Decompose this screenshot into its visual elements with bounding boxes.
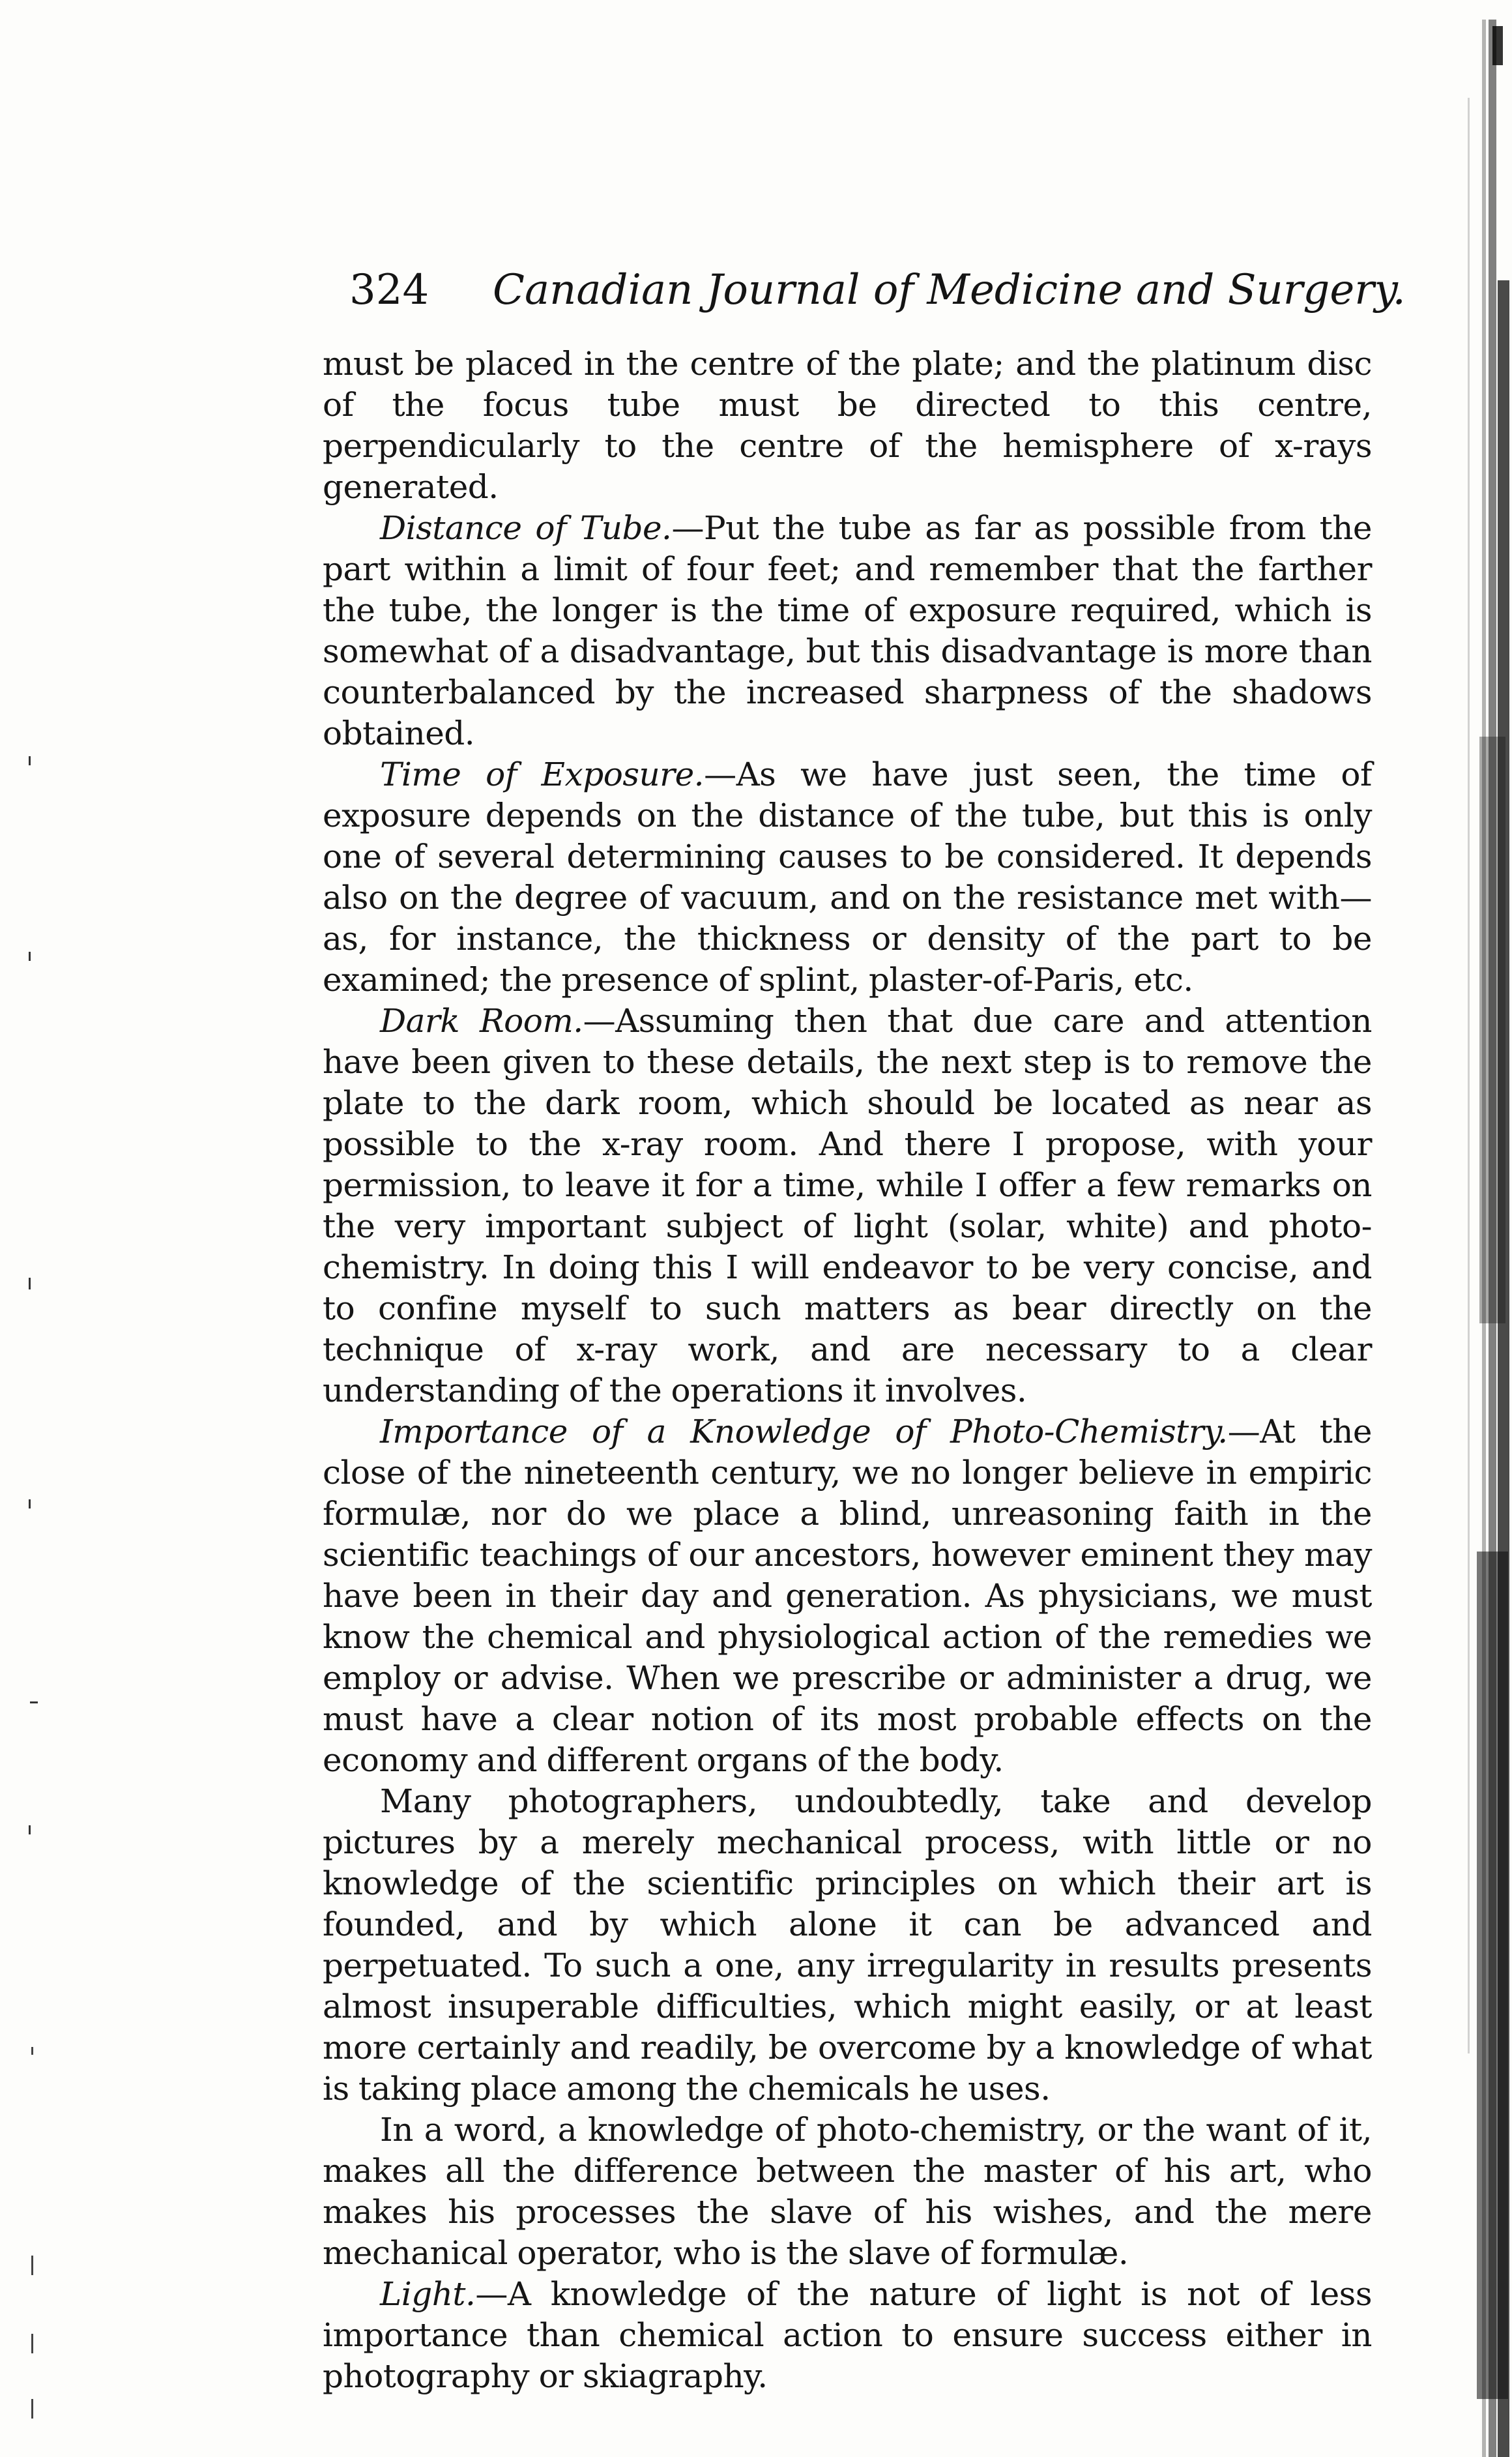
journal-title: Canadian Journal of Medicine and Surgery. xyxy=(493,266,1406,314)
paragraph-text: —At the close of the nineteenth century, we no longer believe in empiric formulæ, nor do we place a blind, unreasoning faith in the scientific teachings of our ancestors, however eminent they may have been in their day and generation. As physicians, we must know the chemical and physiological action of the remedies we employ or advise. When we prescribe or administer a drug, we must have a clear notion of its most probable effects on the economy and different organs of the body. xyxy=(323,1413,1372,1779)
paragraph xyxy=(323,2274,1372,2397)
scanned-binding-edge xyxy=(1460,20,1512,2457)
paragraph-text: —Assuming then that due care and attention have been given to these details, the next step is to remove the plate to the dark room, which should be located as near as possible to the x-ray room. And there I propose, with your permission, to leave it for a time, while I offer a few remarks on the very important subject of light (solar, white) and photo-chemistry. In doing this I will endeavor to be very concise, and to confine myself to such matters as bear directly on the technique of x-ray work, and are necessary to a clear understanding of the operations it involves. xyxy=(323,1002,1372,1409)
paragraph-text: —A knowledge of the nature of light is not of less importance than chemical action to ensure success either in photography or skiagraphy. xyxy=(323,2275,1372,2395)
paragraph-text: must be placed in the centre of the plate; and the platinum disc of the focus tube must be directed to this centre, perpendicularly to the centre of the hemisphere of x-rays generated. xyxy=(323,345,1372,506)
margin-scan-specks xyxy=(0,0,78,2457)
page-number: 324 xyxy=(349,266,429,314)
paragraph xyxy=(323,754,1372,1001)
paragraph-subheading: Importance of a Knowledge of Photo-Chemistry. xyxy=(380,1413,1228,1450)
paragraph-text: —Put the tube as far as possible from the part within a limit of four feet; and remember that the farther the tube, the longer is the time of exposure required, which is somewhat of a disadvantage, but this disadvantage is more than counterbalanced by the increased sharpness of the shadows obtained. xyxy=(323,509,1372,752)
paragraph xyxy=(323,2110,1372,2274)
paragraph-subheading: Dark Room. xyxy=(380,1002,583,1040)
paragraph xyxy=(323,344,1372,508)
paragraph xyxy=(323,1781,1372,2110)
paragraph xyxy=(323,1411,1372,1781)
paragraph-subheading: Time of Exposure. xyxy=(380,756,705,793)
paragraph xyxy=(323,1001,1372,1411)
paragraph-text: Many photographers, undoubtedly, take and develop pictures by a merely mechanical process, with little or no knowledge of the scientific principles on which their art is founded, and by which alone it can be advanced and perpetuated. To such a one, any irregularity in results presents almost insuperable difficulties, which might easily, or at least more certainly and readily, be overcome by a knowledge of what is taking place among the chemicals he uses. xyxy=(323,1782,1372,2108)
article-body xyxy=(323,344,1372,2397)
paragraph-subheading: Light. xyxy=(380,2275,476,2313)
paragraph-text: —As we have just seen, the time of exposure depends on the distance of the tube, but this is only one of several determining causes to be considered. It depends also on the degree of vacuum, and on the resistance met with—as, for instance, the thickness or density of the part to be examined; the presence of splint, plaster-of-Paris, etc. xyxy=(323,756,1372,999)
paragraph-subheading: Distance of Tube. xyxy=(380,509,672,547)
running-header xyxy=(349,261,1406,319)
paragraph xyxy=(323,508,1372,754)
paragraph-text: In a word, a knowledge of photo-chemistry, or the want of it, makes all the difference between the master of his art, who makes his processes the slave of his wishes, and the mere mechanical operator, who is the slave of formulæ. xyxy=(323,2111,1372,2272)
